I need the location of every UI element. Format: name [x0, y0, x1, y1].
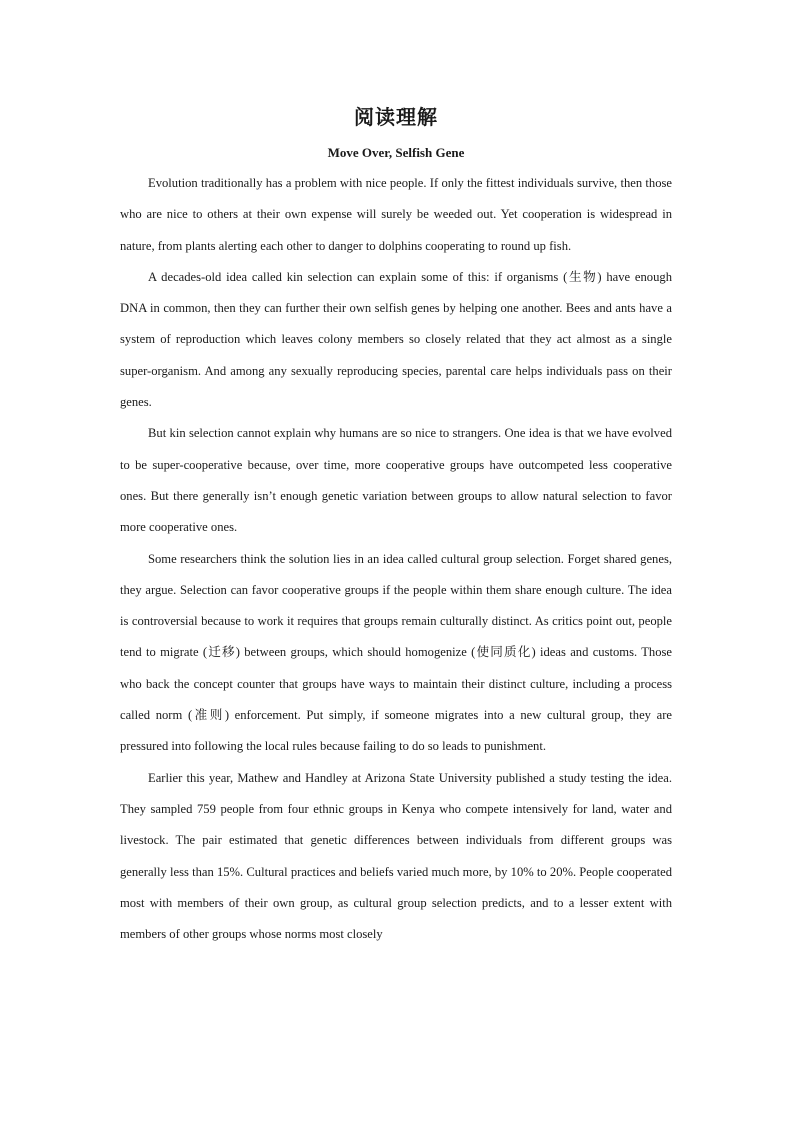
page-title: 阅读理解	[354, 107, 438, 129]
paragraph-4: Some researchers think the solution lies in an idea called cultural group selection. Forget shared genes, they argue. Selection can favor cooperative groups if the people within them share enough culture. The idea is controversial because to work it requires that groups remain culturally distinct. As critics point out, people tend to migrate (迁移) between groups, which should homogenize (使同质化) ideas and customs. Those who back the concept counter that groups have ways to maintain their distinct culture, including a process called norm (准则) enforcement. Put simply, if someone migrates into a new cultural group, they are pressured into following the local rules because failing to do so leads to punishment.	[120, 551, 672, 754]
paragraph-5: Earlier this year, Mathew and Handley at Arizona State University published a study testing the idea. They sampled 759 people from four ethnic groups in Kenya who compete intensively for land, water and livestock. The pair estimated that genetic differences between individuals from different groups was generally less than 15%. Cultural practices and beliefs varied much more, by 10% to 20%. People cooperated most with members of their own group, as cultural group selection predicts, and to a lesser extent with members of other groups whose norms most closely	[120, 770, 672, 942]
article-body	[120, 168, 672, 950]
paragraph-3: But kin selection cannot explain why humans are so nice to strangers. One idea is that we have evolved to be super-cooperative because, over time, more cooperative groups have outcompeted less cooperative ones. But there generally isn’t enough genetic variation between groups to allow natural selection to favor more cooperative ones.	[120, 426, 672, 535]
paragraph-2: A decades-old idea called kin selection can explain some of this: if organisms (生物) have enough DNA in common, then they can further their own selfish genes by helping one another. Bees and ants have a system of reproduction which leaves colony members so closely related that they act almost as a single super-organism. And among any sexually reproducing species, parental care helps individuals pass on their genes.	[120, 269, 672, 410]
document-page	[120, 100, 672, 950]
article-title: Move Over, Selfish Gene	[327, 145, 465, 160]
paragraph-1: Evolution traditionally has a problem with nice people. If only the fittest individuals survive, then those who are nice to others at their own expense will surely be weeded out. Yet cooperation is widespread in nature, from plants alerting each other to danger to dolphins cooperating to round up fish.	[120, 176, 672, 253]
